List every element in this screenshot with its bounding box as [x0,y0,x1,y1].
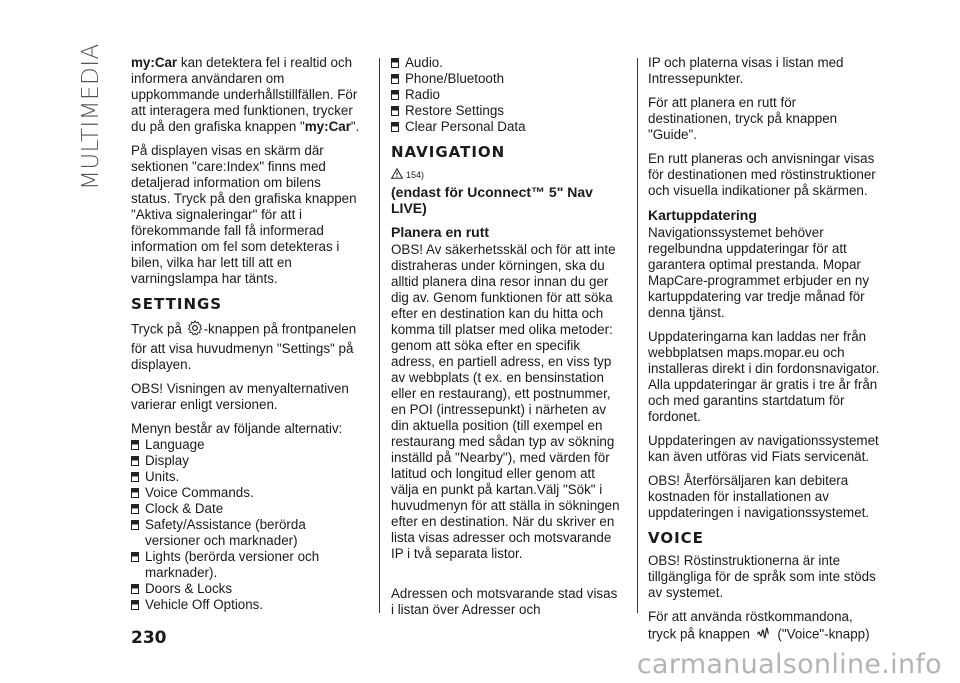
page-number: 230 [131,628,167,648]
map-update-heading: Kartuppdatering [648,207,757,223]
warning-ref-number: 154) [406,170,425,180]
voice-icon [754,625,774,645]
mycar-brand-button: my:Car [304,119,351,134]
list-item [391,103,623,119]
settings-heading: SETTINGS [131,295,223,313]
bullet-icon [131,456,139,466]
warning-triangle-icon [391,167,403,183]
download-paragraph: Uppdateringarna kan laddas ner från webbplatsen maps.mopar.eu och installeras direkt i din fordonsnavigator. Alla uppdateringar är gratis i tre år från och med garantins startdatum för fordonet. [648,329,880,424]
list-item-label: Clock & Date [145,501,224,516]
bullet-icon [131,600,139,610]
bullet-icon [391,74,399,84]
list-item [131,437,363,453]
mycar-text: kan detektera fel i realtid och informera användaren om uppkommande underhållstillfällen. För att interagera med funktionen, trycker du på den grafiska knappen " [131,55,358,134]
bullet-icon [131,584,139,594]
list-item [131,485,363,501]
list-item [391,55,623,71]
bullet-icon [391,90,399,100]
settings-intro-before: Tryck på [131,321,186,337]
column-right [648,55,880,653]
plan-route-heading: Planera en rutt [391,224,490,240]
column-divider [379,58,380,613]
voice-heading: VOICE [648,529,704,547]
column-left [131,55,363,613]
mycar-brand: my:Car [131,55,178,70]
mycar-paragraph [131,55,363,135]
voice-button-after: ("Voice"-knapp) [773,626,870,642]
warning-reference [391,167,623,183]
route-result-paragraph: En rutt planeras och anvisningar visas för destinationen med röstinstruktioner och visuella indikationer på skärmen. [648,151,876,198]
settings-note-paragraph: OBS! Visningen av menyalternativen varierar enligt versionen. [131,381,349,412]
list-item [391,87,623,103]
watermark: carmanualsonline.info [636,649,942,680]
bullet-icon [131,552,139,562]
bullet-icon [131,520,139,530]
bullet-icon [391,106,399,116]
list-item-label: Phone/Bluetooth [405,71,505,86]
list-item [131,469,363,485]
voice-note-paragraph: OBS! Röstinstruktionerna är inte tillgängliga för de språk som inte stöds av systemet. [648,553,876,600]
bullet-icon [391,122,399,132]
list-item [131,453,363,469]
list-item-label: Units. [145,469,180,484]
voice-use-paragraph: För att använda röstkommandona, [648,609,853,624]
plan-route-paragraph: OBS! Av säkerhetsskäl och för att inte distraheras under körningen, ska du alltid planera dina resor innan du ger dig av. Genom funktionen för att söka efter en destination kan du hitta och komma till platser med olika metoder: genom att söka efter en specifik adress, en partiell adress, en viss typ av webbplats (t ex. en bensinstation eller en restaurang), ett postnummer, en POI (intressepunkt) i närheten av din aktuella position (till exempel en restaurang med sådan typ av sökning inställd på "Nearby"), med värden för latitud och longitud eller genom att välja en punkt på kartan.Välj "Sök" i huvudmenyn för att ställa in sökningen efter en destination. När du skriver en lista visas adresser och motsvarande IP i två separata listor. [391,242,620,561]
navigation-heading: NAVIGATION [391,143,506,161]
voice-button-paragraph [648,625,880,645]
bullet-icon [391,58,399,68]
list-item [131,517,363,549]
map-update-paragraph: Navigationssystemet behöver regelbundna uppdateringar för att garantera optimal prestanda. Mopar MapCare-programmet erbjuder en ny kartuppdatering var tredje månad för denna tjänst. [648,225,870,320]
list-item-label: Clear Personal Data [405,119,526,134]
section-title-multimedia: MULTIMEDIA [78,43,104,190]
bullet-icon [131,472,139,482]
list-item-label: Radio [405,87,440,102]
settings-intro-paragraph [131,319,363,373]
list-item-label: Doors & Locks [145,581,233,596]
list-item [131,549,363,581]
settings-menu-list [131,437,363,613]
bullet-icon [131,504,139,514]
list-item [131,501,363,517]
bullet-icon [131,440,139,450]
settings-intro-after: -knappen på frontpanelen för att visa huvudmenyn "Settings" på displayen. [131,321,357,372]
list-item-label: Vehicle Off Options. [145,597,264,612]
list-item-label: Voice Commands. [145,485,254,500]
guide-paragraph: För att planera en rutt för destinationen, tryck på knappen "Guide". [648,95,838,142]
list-item-label: Display [145,453,189,468]
settings-menu-list-continued [391,55,623,135]
voice-button-before: tryck på knappen [648,626,754,642]
list-item-label: Restore Settings [405,103,504,118]
column-divider [637,58,638,613]
list-item [391,119,623,135]
poi-paragraph: IP och platerna visas i listan med Intressepunkter. [648,55,844,86]
list-item-label: Language [145,437,205,452]
dealer-cost-paragraph: OBS! Återförsäljaren kan debitera kostnaden för installationen av uppdateringen i navigationssystemet. [648,473,870,520]
list-item-label: Safety/Assistance (berörda versioner och marknader) [145,517,306,548]
bullet-icon [131,488,139,498]
mycar-text-end: ". [350,119,360,134]
list-item [131,581,363,597]
nav-subtitle: (endast för Uconnect™ 5" Nav LIVE) [391,184,593,216]
address-paragraph: Adressen och motsvarande stad visas i listan över Adresser och [391,586,618,617]
list-item-label: Lights (berörda versioner och marknader). [145,549,320,580]
gear-icon [186,319,204,341]
list-item [391,71,623,87]
list-item-label: Audio. [405,55,443,70]
list-item [131,597,363,613]
service-network-paragraph: Uppdateringen av navigationssystemet kan även utföras vid Fiats servicenät. [648,433,879,464]
settings-menu-intro: Menyn består av följande alternativ: [131,421,343,436]
column-middle [391,55,623,626]
care-index-paragraph: På displayen visas en skärm där sektionen "care:Index" finns med detaljerad information om bilens status. Tryck på den grafiska knappen "Aktiva signaleringar" för att i förekommande fall få informerad information om fel som detekteras i bilen, vilka har lett till att en varningslampa har tänts. [131,143,357,286]
